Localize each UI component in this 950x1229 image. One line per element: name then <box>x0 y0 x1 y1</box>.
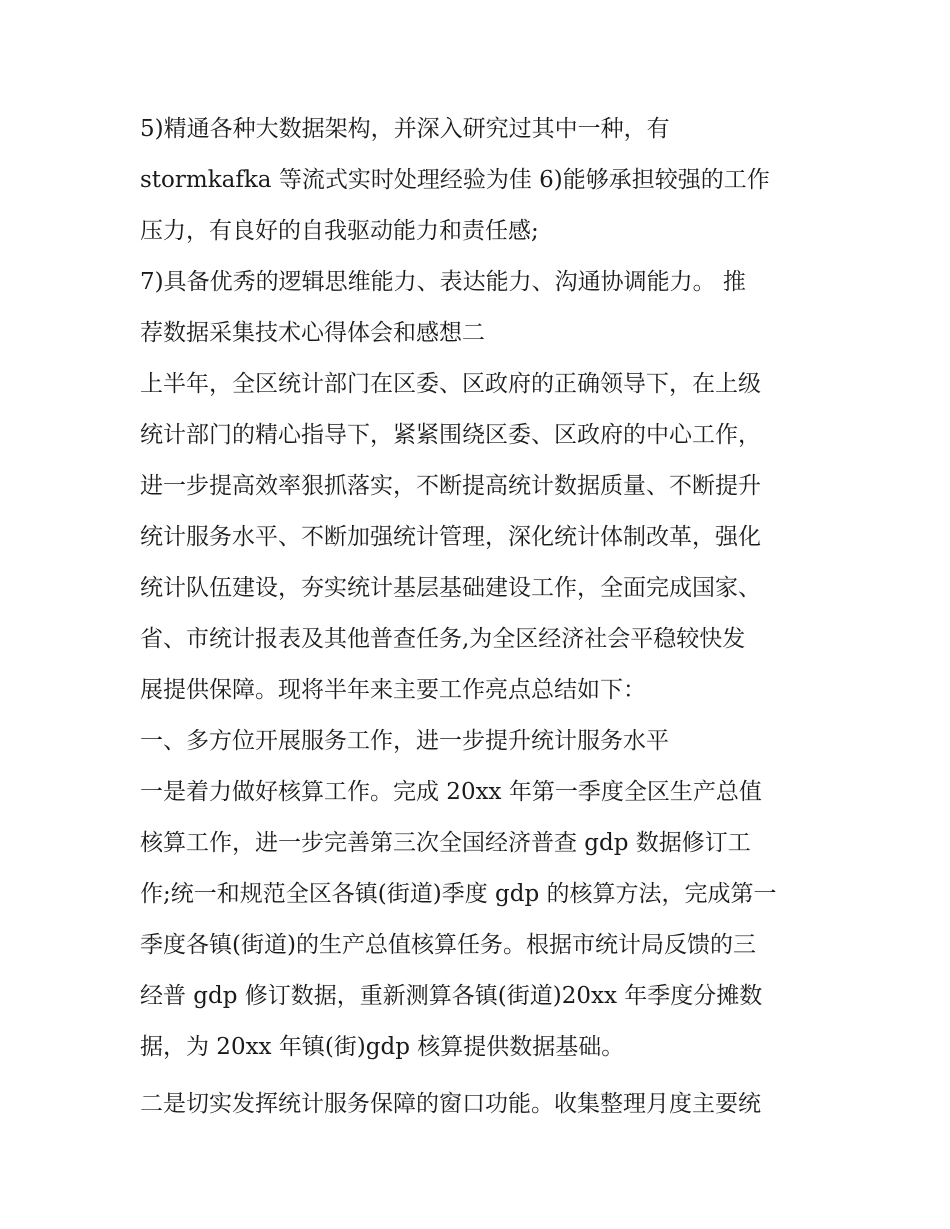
text-line: 展提供保障。现将半年来主要工作亮点总结如下： <box>140 677 646 703</box>
text-line: 经普 gdp 修订数据，重新测算各镇(街道)20xx 年季度分摊数 <box>140 983 763 1009</box>
text-line: 省、市统计报表及其他普查任务,为全区经济社会平稳较快发 <box>140 626 746 652</box>
text-line: 7)具备优秀的逻辑思维能力、表达能力、沟通协调能力。 推 <box>140 269 746 295</box>
section-heading: 一、多方位开展服务工作，进一步提升统计服务水平 <box>140 728 669 754</box>
text-line: 荐数据采集技术心得体会和感想二 <box>140 320 485 346</box>
text-line: 二是切实发挥统计服务保障的窗口功能。收集整理月度主要统 <box>140 1091 761 1117</box>
text-line: 进一步提高效率狠抓落实，不断提高统计数据质量、不断提升 <box>140 473 761 499</box>
text-line: 据，为 20xx 年镇(街)gdp 核算提供数据基础。 <box>140 1034 625 1060</box>
text-line: 统计队伍建设，夯实统计基层基础建设工作，全面完成国家、 <box>140 575 761 601</box>
text-line: 5)精通各种大数据架构，并深入研究过其中一种，有 <box>140 116 670 142</box>
text-line: 统计服务水平、不断加强统计管理，深化统计体制改革，强化 <box>140 524 761 550</box>
text-line: 作;统一和规范全区各镇(街道)季度 gdp 的核算方法，完成第一 <box>140 881 777 907</box>
text-line: 压力，有良好的自我驱动能力和责任感; <box>140 218 539 244</box>
text-line: 核算工作，进一步完善第三次全国经济普查 gdp 数据修订工 <box>140 830 751 856</box>
text-line: 季度各镇(街道)的生产总值核算任务。根据市统计局反馈的三 <box>140 932 756 958</box>
text-line: 统计部门的精心指导下，紧紧围绕区委、区政府的中心工作， <box>140 422 761 448</box>
text-line: stormkafka 等流式实时处理经验为佳 6)能够承担较强的工作 <box>140 167 770 193</box>
text-line: 一是着力做好核算工作。完成 20xx 年第一季度全区生产总值 <box>140 779 762 805</box>
text-line: 上半年，全区统计部门在区委、区政府的正确领导下，在上级 <box>140 371 761 397</box>
document-body <box>140 104 830 1130</box>
